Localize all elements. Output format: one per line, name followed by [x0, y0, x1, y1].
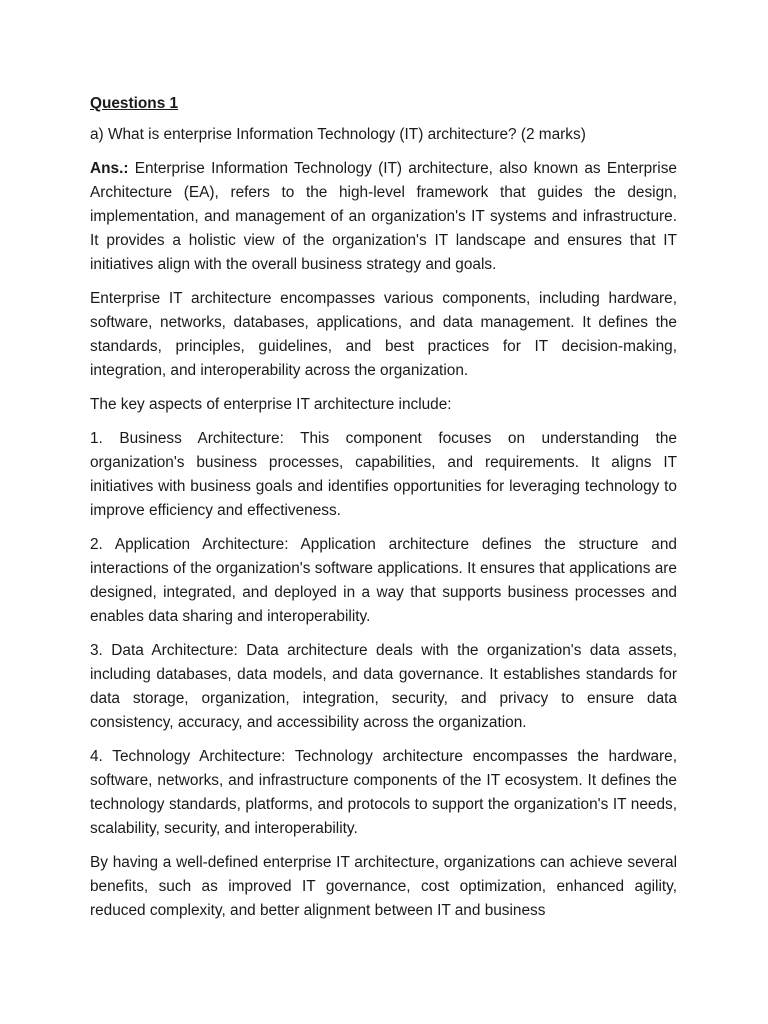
answer-intro-text: Enterprise Information Technology (IT) architecture, also known as Enterprise Architecture (EA), refers to the high-level framework that guides the design, implementation, and management of an organization's IT systems and infrastructure. It provides a holistic view of the organization's IT landscape and ensures that IT initiatives align with the overall business strategy and goals.	[90, 160, 677, 273]
aspect-application-architecture: 2. Application Architecture: Application architecture defines the structure and interactions of the organization's software applications. It ensures that applications are designed, integrated, and deployed in a way that supports business processes and enables data sharing and interoperability.	[90, 536, 677, 625]
answer-label: Ans.:	[90, 160, 129, 177]
document-page	[90, 92, 677, 933]
components-paragraph: Enterprise IT architecture encompasses various components, including hardware, software, networks, databases, applications, and data management. It defines the standards, principles, guidelines, and best practices for IT decision-making, integration, and interoperability across the organization.	[90, 290, 677, 379]
benefits-paragraph: By having a well-defined enterprise IT architecture, organizations can achieve several benefits, such as improved IT governance, cost optimization, enhanced agility, reduced complexity, and better alignment between IT and business	[90, 854, 677, 919]
key-aspects-intro: The key aspects of enterprise IT architecture include:	[90, 396, 452, 413]
question-text: a) What is enterprise Information Technology (IT) architecture? (2 marks)	[90, 126, 586, 143]
aspect-business-architecture: 1. Business Architecture: This component focuses on understanding the organization's business processes, capabilities, and requirements. It aligns IT initiatives with business goals and identifies opportunities for leveraging technology to improve efficiency and effectiveness.	[90, 430, 677, 519]
aspect-data-architecture: 3. Data Architecture: Data architecture deals with the organization's data assets, including databases, data models, and data governance. It establishes standards for data storage, organization, integration, security, and privacy to ensure data consistency, accuracy, and accessibility across the organization.	[90, 642, 677, 731]
answer-intro-paragraph	[90, 157, 677, 277]
aspect-technology-architecture: 4. Technology Architecture: Technology architecture encompasses the hardware, software, networks, and infrastructure components of the IT ecosystem. It defines the technology standards, platforms, and protocols to support the organization's IT needs, scalability, security, and interoperability.	[90, 748, 677, 837]
question-heading: Questions 1	[90, 95, 179, 112]
